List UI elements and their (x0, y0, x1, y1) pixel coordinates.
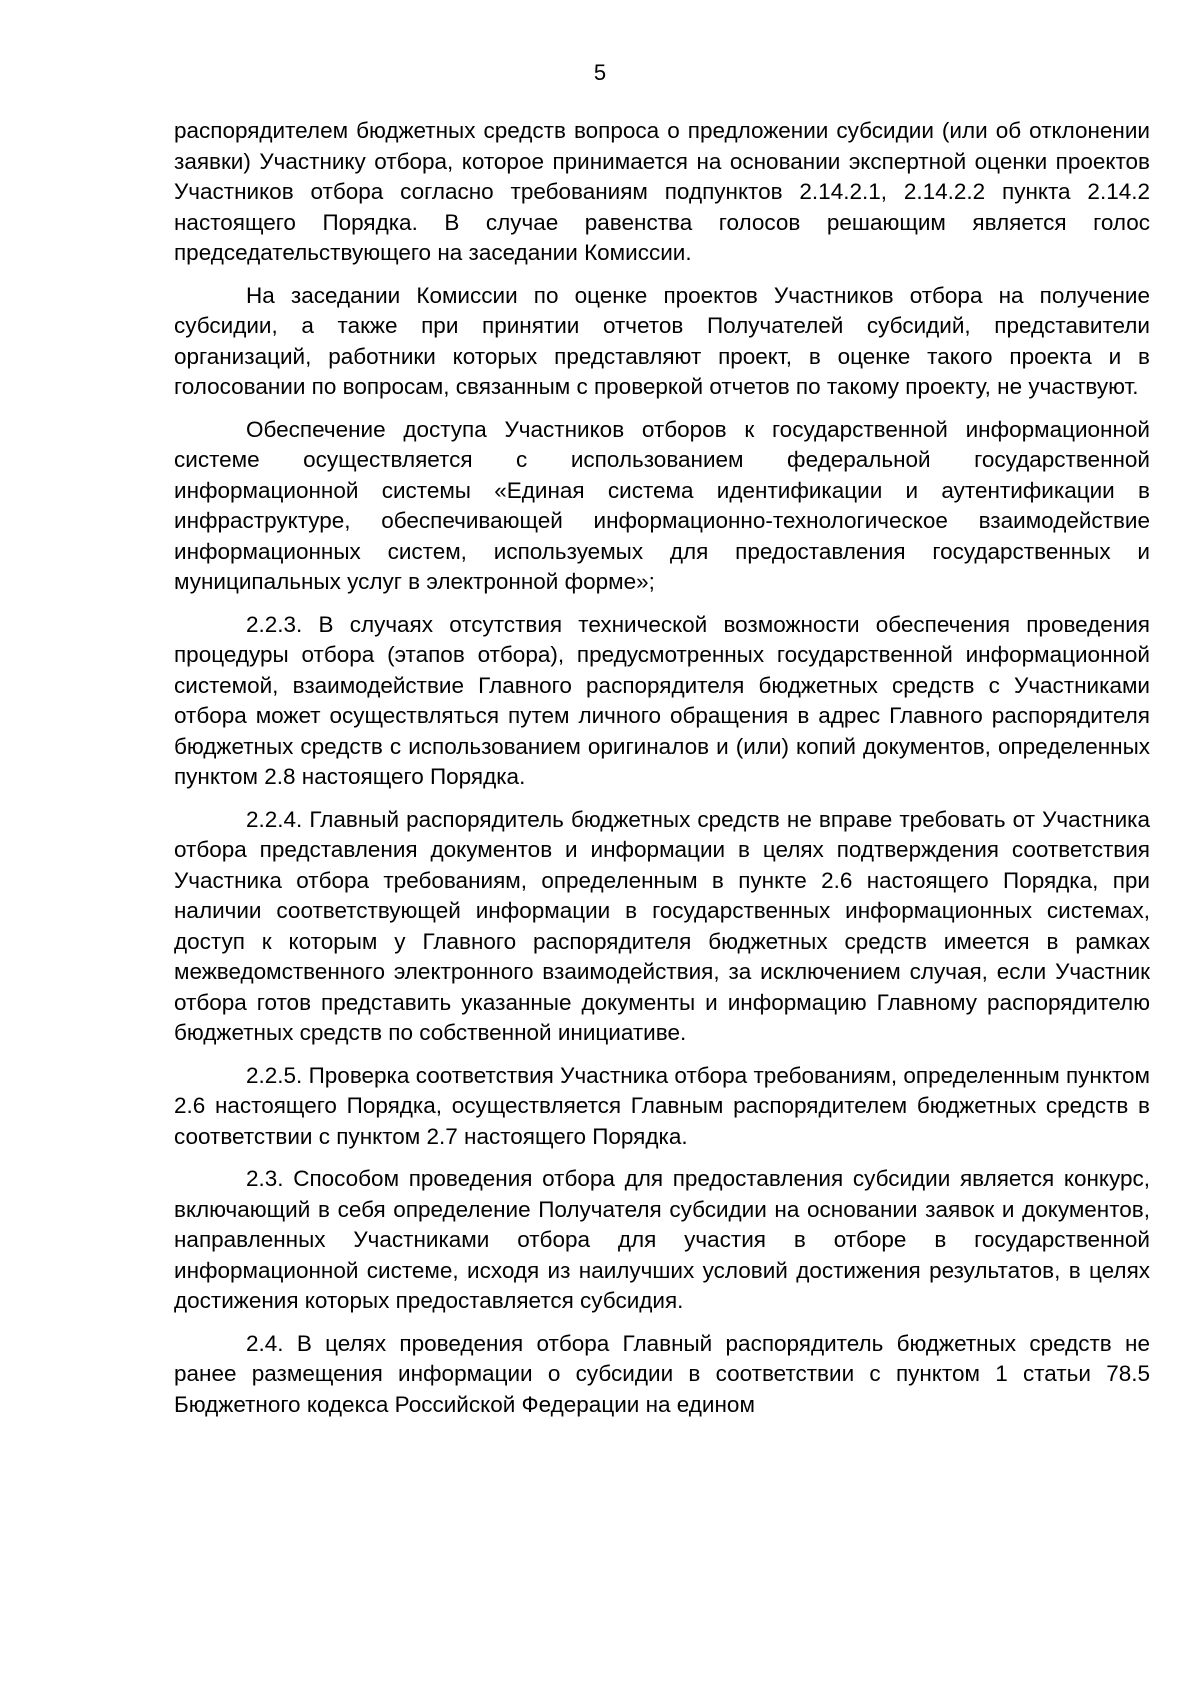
document-body (174, 116, 1150, 1432)
paragraph-7: 2.3. Способом проведения отбора для предоставления субсидии является конкурс, включающий в себя определение Получателя субсидии на основании заявок и документов, направленных Участниками отбора для участия в отборе в государственной информационной системе, исходя из наилучших условий достижения результатов, в целях достижения которых предоставляется субсидия. (174, 1166, 1150, 1313)
paragraph-8: 2.4. В целях проведения отбора Главный распорядитель бюджетных средств не ранее размещения информации о субсидии в соответствии с пунктом 1 статьи 78.5 Бюджетного кодекса Российской Федерации на едином (174, 1330, 1150, 1417)
paragraph-6: 2.2.5. Проверка соответствия Участника отбора требованиям, определенным пунктом 2.6 настоящего Порядка, осуществляется Главным распорядителем бюджетных средств в соответствии с пунктом 2.7 настоящего Порядка. (174, 1062, 1150, 1149)
paragraph-5: 2.2.4. Главный распорядитель бюджетных средств не вправе требовать от Участника отбора представления документов и информации в целях подтверждения соответствия Участника отбора требованиям, определенным в пункте 2.6 настоящего Порядка, при наличии соответствующей информации в государственных информационных системах, доступ к которым у Главного распорядителя бюджетных средств имеется в рамках межведомственного электронного взаимодействия, за исключением случая, если Участник отбора готов представить указанные документы и информацию Главному распорядителю бюджетных средств по собственной инициативе. (174, 806, 1150, 1045)
paragraph-1: распорядителем бюджетных средств вопроса о предложении субсидии (или об отклонении заявки) Участнику отбора, которое принимается на основании экспертной оценки проектов Участников отбора согласно требованиям подпунктов 2.14.2.1, 2.14.2.2 пункта 2.14.2 настоящего Порядка. В случае равенства голосов решающим является голос председательствующего на заседании Комиссии. (174, 118, 1150, 265)
page-number: 5 (593, 60, 607, 85)
paragraph-2: На заседании Комиссии по оценке проектов Участников отбора на получение субсидии, а также при принятии отчетов Получателей субсидий, представители организаций, работники которых представляют проект, в оценке такого проекта и в голосовании по вопросам, связанным с проверкой отчетов по такому проекту, не участвуют. (174, 282, 1150, 399)
paragraph-4: 2.2.3. В случаях отсутствия технической возможности обеспечения проведения процедуры отбора (этапов отбора), предусмотренных государственной информационной системой, взаимодействие Главного распорядителя бюджетных средств с Участниками отбора может осуществляться путем личного обращения в адрес Главного распорядителя бюджетных средств с использованием оригиналов и (или) копий документов, определенных пунктом 2.8 настоящего Порядка. (174, 611, 1150, 789)
paragraph-3: Обеспечение доступа Участников отборов к государственной информационной системе осуществляется с использованием федеральной государственной информационной системы «Единая система идентификации и аутентификации в инфраструктуре, обеспечивающей информационно-технологическое взаимодействие информационных систем, используемых для предоставления государственных и муниципальных услуг в электронной форме»; (174, 416, 1150, 594)
